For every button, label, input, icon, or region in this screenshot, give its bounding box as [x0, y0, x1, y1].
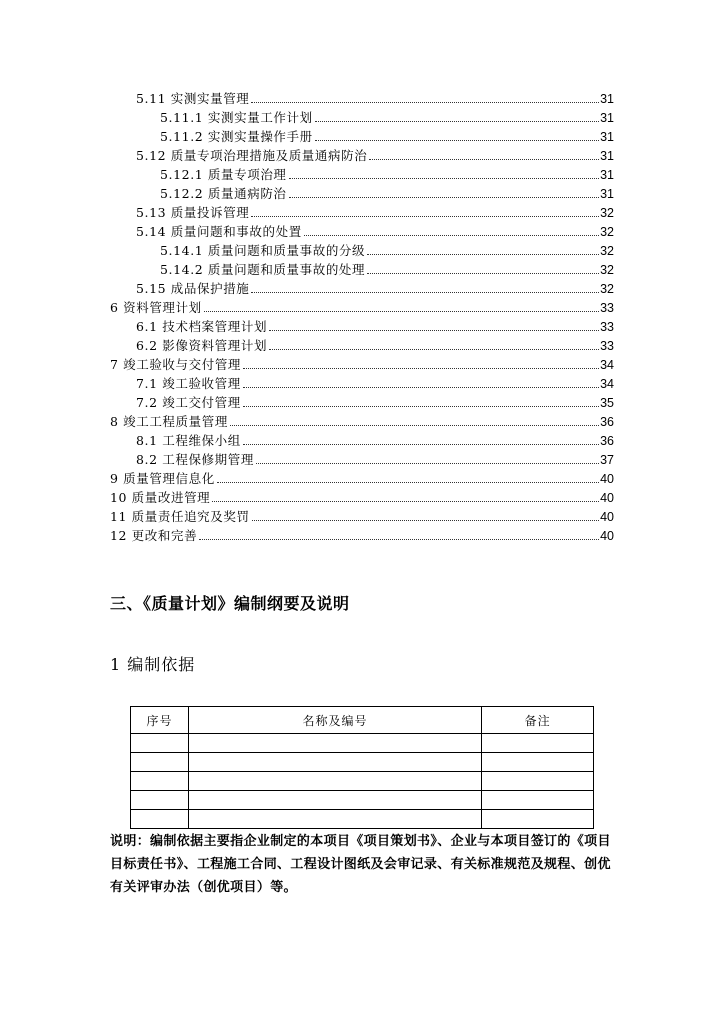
toc-entry-page: 37 [600, 453, 614, 467]
toc-entry [160, 184, 614, 202]
toc-leader-dots [204, 310, 599, 312]
table-cell [131, 753, 189, 772]
toc-entry [136, 89, 614, 107]
column-header-remarks: 备注 [482, 707, 594, 734]
toc-entry-page: 32 [600, 206, 614, 220]
toc-entry [160, 108, 614, 126]
toc-entry [136, 450, 614, 468]
toc-entry [110, 507, 614, 525]
toc-entry [160, 260, 614, 278]
toc-entry-title: 5.11 实测实量管理 [136, 91, 250, 106]
toc-entry-title: 5.15 成品保护措施 [136, 281, 250, 296]
toc-entry-title: 5.11.2 实测实量操作手册 [160, 129, 313, 144]
toc-leader-dots [269, 348, 599, 350]
toc-leader-dots [212, 500, 599, 502]
toc-leader-dots [243, 386, 599, 388]
toc-entry [110, 488, 614, 506]
toc-leader-dots [243, 443, 599, 445]
toc-leader-dots [369, 158, 599, 160]
toc-entry [110, 355, 614, 373]
toc-leader-dots [304, 234, 599, 236]
toc-leader-dots [251, 101, 599, 103]
section-heading: 三、《质量计划》编制纲要及说明 [110, 594, 350, 613]
toc-entry-page: 31 [600, 187, 614, 201]
compilation-basis-table [130, 706, 594, 829]
toc-entry-page: 34 [600, 377, 614, 391]
toc-entry-page: 34 [600, 358, 614, 372]
toc-entry [136, 279, 614, 297]
toc-entry-title: 5.14.2 质量问题和质量事故的处理 [160, 262, 366, 277]
table-cell [131, 791, 189, 810]
toc-entry-title: 5.14.1 质量问题和质量事故的分级 [160, 243, 366, 258]
table-row [131, 734, 594, 753]
column-header-serial: 序号 [131, 707, 189, 734]
toc-leader-dots [256, 462, 599, 464]
toc-entry [136, 317, 614, 335]
toc-entry-title: 7.2 竣工交付管理 [136, 395, 241, 410]
toc-entry-title: 12 更改和完善 [110, 528, 198, 543]
toc-entry-page: 36 [600, 415, 614, 429]
toc-leader-dots [199, 538, 599, 540]
toc-entry-title: 5.11.1 实测实量工作计划 [160, 110, 313, 125]
toc-entry-page: 31 [600, 111, 614, 125]
toc-entry-page: 31 [600, 130, 614, 144]
toc-leader-dots [243, 405, 599, 407]
toc-entry-title: 5.12.1 质量专项治理 [160, 167, 287, 182]
table-cell [131, 734, 189, 753]
table-cell [188, 791, 481, 810]
toc-entry [136, 203, 614, 221]
toc-leader-dots [243, 367, 599, 369]
toc-entry-title: 6 资料管理计划 [110, 300, 202, 315]
toc-entry-page: 32 [600, 282, 614, 296]
toc-entry-title: 5.12.2 质量通病防治 [160, 186, 287, 201]
table-cell [188, 734, 481, 753]
toc-entry-page: 33 [600, 301, 614, 315]
toc-entry [160, 241, 614, 259]
table-row [131, 810, 594, 829]
toc-entry-title: 11 质量责任追究及奖罚 [110, 509, 250, 524]
toc-entry-title: 7 竣工验收与交付管理 [110, 357, 242, 372]
table-cell [482, 791, 594, 810]
toc-entry-page: 33 [600, 320, 614, 334]
table-cell [188, 810, 481, 829]
toc-leader-dots [367, 272, 599, 274]
toc-entry-title: 8.1 工程维保小组 [136, 433, 241, 448]
table-row [131, 791, 594, 810]
toc-entry-title: 6.2 影像资料管理计划 [136, 338, 268, 353]
toc-entry-page: 35 [600, 396, 614, 410]
toc-entry-page: 31 [600, 168, 614, 182]
table-cell [188, 772, 481, 791]
toc-leader-dots [289, 177, 600, 179]
toc-entry [110, 412, 614, 430]
toc-entry [136, 336, 614, 354]
toc-entry-page: 40 [600, 491, 614, 505]
toc-leader-dots [251, 215, 599, 217]
toc-entry [136, 222, 614, 240]
table-cell [131, 810, 189, 829]
toc-leader-dots [269, 329, 599, 331]
toc-entry [110, 298, 614, 316]
toc-entry [160, 127, 614, 145]
toc-entry-title: 10 质量改进管理 [110, 490, 211, 505]
toc-entry-page: 31 [600, 149, 614, 163]
toc-entry-page: 33 [600, 339, 614, 353]
toc-entry [136, 146, 614, 164]
toc-entry-title: 7.1 竣工验收管理 [136, 376, 241, 391]
toc-entry-page: 36 [600, 434, 614, 448]
table-row [131, 772, 594, 791]
toc-entry-page: 40 [600, 529, 614, 543]
table-cell [188, 753, 481, 772]
toc-entry-title: 8 竣工工程质量管理 [110, 414, 228, 429]
toc-entry-title: 8.2 工程保修期管理 [136, 452, 254, 467]
toc-leader-dots [367, 253, 599, 255]
toc-entry-title: 9 质量管理信息化 [110, 471, 215, 486]
toc-entry-page: 32 [600, 263, 614, 277]
toc-entry-page: 32 [600, 244, 614, 258]
toc-entry [136, 374, 614, 392]
toc-leader-dots [230, 424, 599, 426]
toc-entry-page: 40 [600, 510, 614, 524]
table-cell [131, 772, 189, 791]
toc-entry [136, 431, 614, 449]
toc-leader-dots [315, 120, 599, 122]
column-header-name-and-number: 名称及编号 [188, 707, 481, 734]
toc-entry [136, 393, 614, 411]
table-cell [482, 772, 594, 791]
toc-entry-page: 40 [600, 472, 614, 486]
toc-entry-title: 5.14 质量问题和事故的处置 [136, 224, 302, 239]
toc-entry [110, 469, 614, 487]
sub-heading: 1 编制依据 [110, 655, 196, 674]
toc-leader-dots [315, 139, 599, 141]
toc-entry-page: 31 [600, 92, 614, 106]
toc-entry [160, 165, 614, 183]
toc-entry-title: 6.1 技术档案管理计划 [136, 319, 268, 334]
toc-entry-title: 5.12 质量专项治理措施及质量通病防治 [136, 148, 368, 163]
toc-entry-page: 32 [600, 225, 614, 239]
table-cell [482, 753, 594, 772]
toc-leader-dots [217, 481, 599, 483]
toc-entry-title: 5.13 质量投诉管理 [136, 205, 250, 220]
toc-leader-dots [252, 519, 600, 521]
toc-leader-dots [289, 196, 600, 198]
table-cell [482, 810, 594, 829]
table-cell [482, 734, 594, 753]
toc-entry [110, 526, 614, 544]
table-row [131, 753, 594, 772]
explanation-note: 说明：编制依据主要指企业制定的本项目《项目策划书》、企业与本项目签订的《项目目标责任书》、工程施工合同、工程设计图纸及会审记录、有关标准规范及规程、创优有关评审办法（创优项目）等。 [110, 834, 611, 895]
table-header-row [131, 707, 594, 734]
toc-leader-dots [251, 291, 599, 293]
